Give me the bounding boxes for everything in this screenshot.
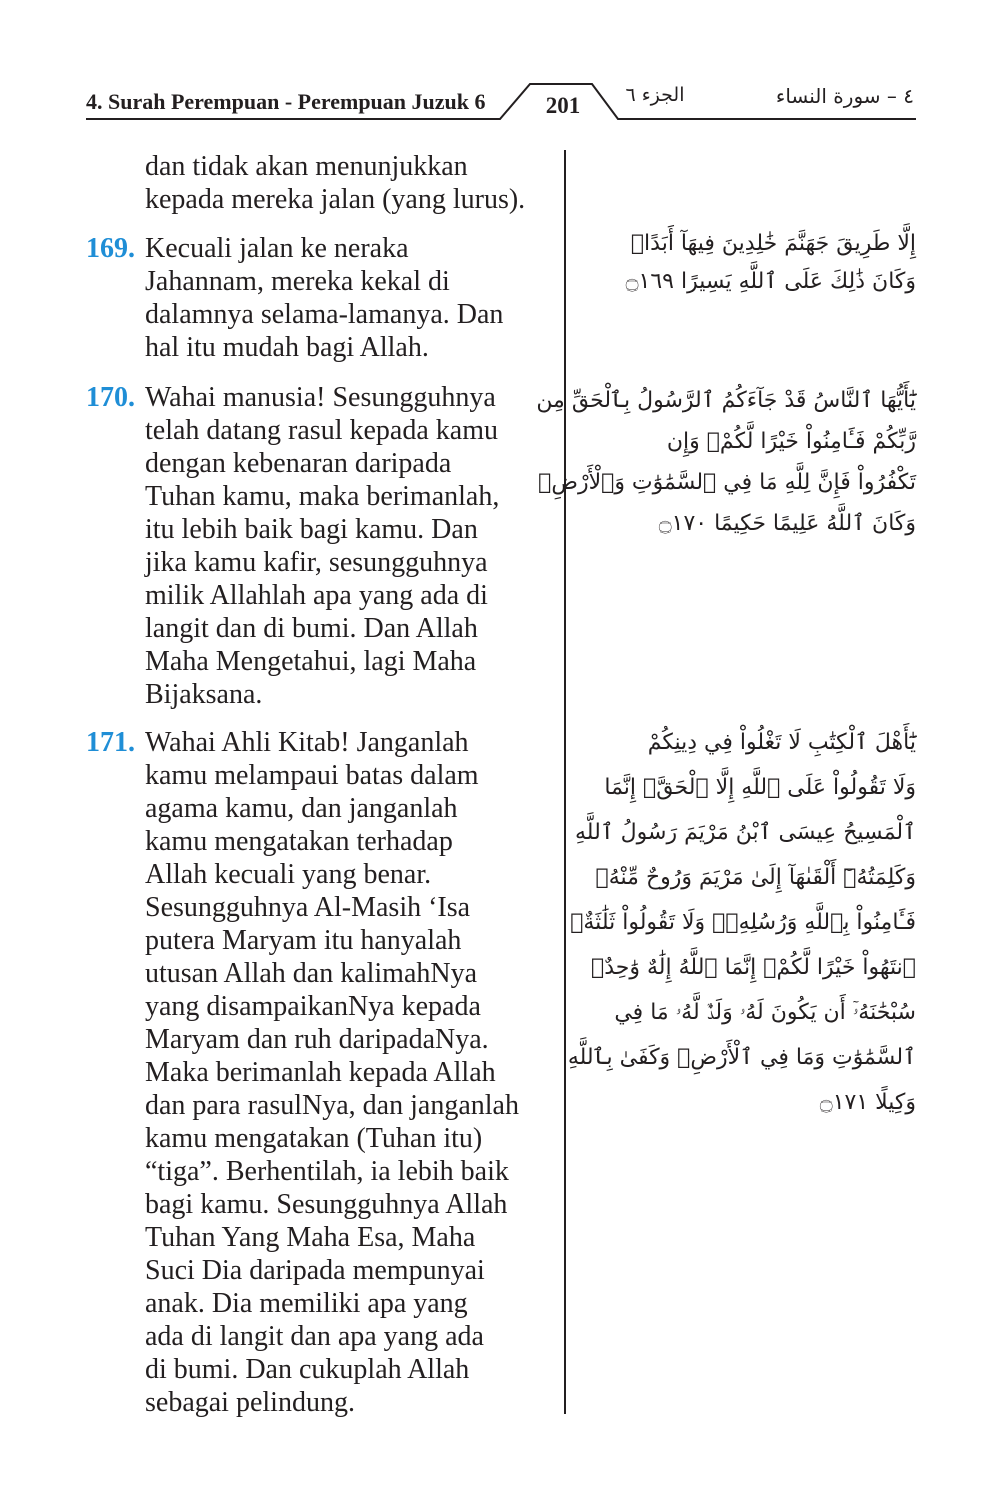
arabic-line: تَكْفُرُواْ فَإِنَّ لِلَّهِ مَا فِي ٱلسَّمَٰوَٰتِ وَٱلْأَرْضِۚ (538, 470, 916, 495)
verse-number: 171. (86, 727, 135, 758)
arabic-line: وَكِيلًا ۝١٧١ (819, 1090, 916, 1115)
verse-number: 169. (86, 233, 135, 264)
page-number: 201 (545, 93, 581, 118)
arabic-line: إِلَّا طَرِيقَ جَهَنَّمَ خَٰلِدِينَ فِيهَآ أَبَدًاۚ (630, 231, 916, 256)
verse-text: Wahai manusia! Sesungguhnya telah datang rasul kepada kamu dengan kebenaran daripada Tuhan kamu, maka berimanlah, itu lebih baik bagi kamu. Dan jika kamu kafir, sesungguhnya milik Allahlah apa yang ada di langit dan di bumi. Dan Allah Maha Mengetahui, lagi Maha Bijaksana. (145, 382, 500, 710)
arabic-line: وَكَلِمَتُهُۥٓ أَلْقَىٰهَآ إِلَىٰ مَرْيَمَ وَرُوحٌ مِّنْهُۖ (595, 865, 916, 890)
verse-number: 170. (86, 382, 135, 413)
arabic-line: ٱلْمَسِيحُ عِيسَى ٱبْنُ مَرْيَمَ رَسُولُ ٱللَّهِ (575, 820, 916, 845)
arabic-line: يَٰٓأَيُّهَا ٱلنَّاسُ قَدْ جَآءَكُمُ ٱلرَّسُولُ بِٱلْحَقِّ مِن (536, 388, 916, 413)
arabic-line: وَلَا تَقُولُواْ عَلَى ٱللَّهِ إِلَّا ٱلْحَقَّۚ إِنَّمَا (604, 775, 916, 800)
arabic-line: يَٰٓأَهْلَ ٱلْكِتَٰبِ لَا تَغْلُواْ فِي دِينِكُمْ (647, 730, 916, 755)
arabic-line: وَكَانَ ذَٰلِكَ عَلَى ٱللَّهِ يَسِيرًا ۝١٦٩ (625, 269, 916, 294)
column-divider (564, 150, 566, 1414)
verse-170-translation (86, 381, 556, 711)
verse-171-translation (86, 726, 556, 1419)
intro-paragraph (86, 150, 556, 216)
arabic-line: سُبْحَٰنَهُۥٓ أَن يَكُونَ لَهُۥ وَلَدٌۘ لَّهُۥ مَا فِي (614, 1000, 916, 1025)
verse-171-arabic (567, 720, 916, 1125)
arabic-line: رَّبِّكُمْ فَـَٔامِنُواْ خَيْرًا لَّكُمْۚ وَإِن (666, 429, 916, 454)
arabic-line: وَكَانَ ٱللَّهُ عَلِيمًا حَكِيمًا ۝١٧٠ (658, 511, 916, 536)
header-rule (0, 0, 1000, 130)
arabic-line: ٱنتَهُواْ خَيْرًا لَّكُمْۚ إِنَّمَا ٱللَّهُ إِلَٰهٌ وَٰحِدٌۖ (591, 955, 916, 980)
intro-text: dan tidak akan menunjukkan kepada mereka jalan (yang lurus). (145, 151, 526, 215)
arabic-line: ٱلسَّمَٰوَٰتِ وَمَا فِي ٱلْأَرْضِۗ وَكَفَىٰ بِٱللَّهِ (567, 1045, 916, 1070)
verse-169-arabic (596, 225, 916, 301)
running-header-title: 4. Surah Perempuan - Perempuan Juzuk 6 (86, 89, 486, 114)
verse-169-translation (86, 232, 556, 364)
verse-text: Wahai Ahli Kitab! Janganlah kamu melampaui batas dalam agama kamu, dan janganlah kamu mengatakan terhadap Allah kecuali yang benar. Sesungguhnya Al-Masih ‘Isa putera Maryam itu hanyalah utusan Allah dan kalimahNya yang disampaikanNya kepada Maryam dan ruh daripadaNya. Maka berimanlah kepada Allah dan para rasulNya, dan janganlah kamu mengatakan (Tuhan itu) “tiga”. Berhentilah, ia lebih baik bagi kamu. Sesungguhnya Allah Tuhan Yang Maha Esa, Maha Suci Dia daripada mempunyai anak. Dia memiliki apa yang ada di langit dan apa yang ada di bumi. Dan cukuplah Allah sebagai pelindung. (145, 727, 519, 1418)
surah-arabic-label: ٤ – سورة النساء (775, 84, 914, 108)
arabic-line: فَـَٔامِنُواْ بِٱللَّهِ وَرُسُلِهِۦۖ وَلَا تَقُولُواْ ثَلَٰثَةٌۚ (570, 910, 916, 935)
verse-text: Kecuali jalan ke neraka Jahannam, mereka kekal di dalamnya selama-lamanya. Dan hal itu mudah bagi Allah. (145, 233, 504, 363)
verse-170-arabic (536, 380, 916, 544)
juz-arabic-label: الجزء ٦ (625, 84, 685, 106)
